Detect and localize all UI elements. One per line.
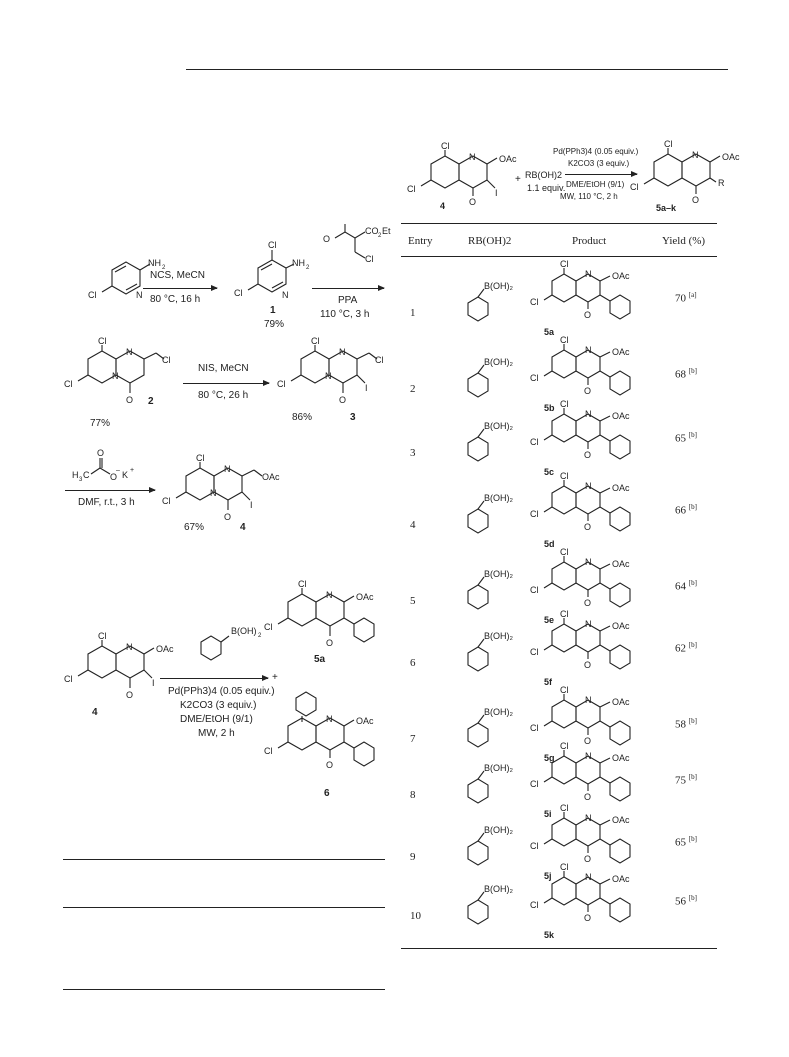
table-top-rule	[401, 223, 717, 224]
entry-number: 10	[410, 910, 421, 922]
entry-number: 3	[410, 447, 416, 459]
svg-text:Cl: Cl	[530, 647, 539, 657]
svg-text:N: N	[585, 813, 592, 823]
compound-4-structure	[160, 453, 290, 532]
svg-text:I: I	[250, 500, 253, 510]
svg-text:I: I	[495, 188, 498, 198]
yield-value	[675, 641, 697, 655]
svg-text:N: N	[126, 642, 133, 652]
yield-footnote: [a]	[688, 291, 697, 299]
product-5a-label: 5a	[314, 654, 326, 665]
table-cond4: MW, 110 °C, 2 h	[560, 192, 618, 201]
svg-text:I: I	[365, 383, 368, 393]
svg-text:B(OH): B(OH)	[231, 626, 257, 636]
svg-text:Cl: Cl	[264, 622, 273, 632]
svg-text:O: O	[339, 395, 347, 405]
svg-text:Cl: Cl	[560, 259, 569, 269]
svg-text:Cl: Cl	[530, 437, 539, 447]
product-structure	[528, 862, 658, 936]
svg-text:B(OH)₂: B(OH)₂	[484, 569, 513, 579]
table-cond2: K2CO3 (3 equiv.)	[568, 159, 630, 168]
compound-3-structure	[275, 336, 385, 415]
boronic-acid-structure	[462, 281, 522, 327]
svg-text:Cl: Cl	[98, 336, 107, 346]
svg-text:OAc: OAc	[612, 874, 630, 884]
svg-text:Cl: Cl	[162, 496, 171, 506]
svg-text:Cl: Cl	[441, 141, 450, 151]
svg-text:2: 2	[258, 633, 262, 639]
product-code: 5e	[544, 615, 555, 625]
compound-3-label: 3	[350, 412, 356, 423]
svg-text:B(OH)₂: B(OH)₂	[484, 493, 513, 503]
svg-text:O: O	[97, 448, 105, 458]
yield-value	[675, 579, 697, 593]
svg-text:OAc: OAc	[356, 716, 374, 726]
yield-number: 66	[675, 504, 686, 517]
table-bottom-rule	[401, 948, 717, 949]
svg-text:B(OH)₂: B(OH)₂	[484, 825, 513, 835]
yield-number: 70	[675, 292, 686, 305]
svg-text:OAc: OAc	[156, 644, 174, 654]
product-6-structure	[262, 696, 382, 782]
svg-text:N: N	[585, 481, 592, 491]
svg-text:Cl: Cl	[560, 803, 569, 813]
scheme2-reagent4: MW, 2 h	[198, 728, 235, 739]
svg-text:OAc: OAc	[612, 815, 630, 825]
svg-text:N: N	[339, 347, 346, 357]
svg-text:OAc: OAc	[612, 753, 630, 763]
entry-number: 7	[410, 733, 416, 745]
step2-arrow	[312, 288, 384, 289]
svg-text:–: –	[116, 467, 120, 474]
step3-reagent: NIS, MeCN	[198, 363, 249, 374]
svg-text:Cl: Cl	[560, 609, 569, 619]
yield-footnote: [b]	[688, 835, 697, 843]
product-code: 5c	[544, 467, 555, 477]
yield-number: 65	[675, 432, 686, 445]
compound-1-structure	[228, 240, 310, 308]
svg-text:N: N	[585, 345, 592, 355]
compound-4-label: 4	[240, 522, 246, 533]
product-code: 5j	[544, 871, 552, 881]
yield-number: 68	[675, 368, 686, 381]
chloroacetoacetate-structure	[315, 218, 395, 278]
svg-text:Cl: Cl	[196, 453, 205, 463]
yield-number: 62	[675, 642, 686, 655]
product-code: 5g	[544, 753, 555, 763]
svg-text:Cl: Cl	[560, 399, 569, 409]
compound-1-label: 1	[270, 305, 276, 316]
yield-footnote: [b]	[688, 894, 697, 902]
product-structure	[528, 547, 658, 621]
product-structure	[528, 609, 658, 683]
svg-text:B(OH)₂: B(OH)₂	[484, 884, 513, 894]
step4-conditions: DMF, r.t., 3 h	[78, 497, 135, 508]
svg-text:Cl: Cl	[530, 509, 539, 519]
svg-text:2: 2	[306, 265, 310, 271]
compound-2-yield: 77%	[90, 418, 111, 429]
boronic-acid-structure	[462, 357, 522, 403]
svg-text:Cl: Cl	[530, 779, 539, 789]
svg-text:B(OH)₂: B(OH)₂	[484, 631, 513, 641]
svg-text:O: O	[326, 760, 334, 770]
scheme2-reagent2: K2CO3 (3 equiv.)	[180, 700, 257, 711]
svg-text:N: N	[469, 152, 476, 162]
table-cond1: Pd(PPh3)4 (0.05 equiv.)	[553, 147, 639, 156]
table-product-structure	[628, 139, 740, 208]
svg-text:Cl: Cl	[530, 900, 539, 910]
boronic-acid-structure	[462, 493, 522, 539]
svg-text:O: O	[110, 472, 118, 482]
svg-text:Cl: Cl	[530, 585, 539, 595]
svg-text:O: O	[692, 195, 700, 205]
svg-text:B(OH)₂: B(OH)₂	[484, 357, 513, 367]
svg-text:N: N	[585, 269, 592, 279]
svg-text:B(OH)₂: B(OH)₂	[484, 707, 513, 717]
svg-text:O: O	[584, 913, 592, 923]
header-entry: Entry	[408, 235, 433, 247]
svg-text:+: +	[130, 467, 135, 474]
svg-text:Cl: Cl	[375, 355, 384, 365]
yield-footnote: [b]	[688, 717, 697, 725]
svg-text:O: O	[584, 792, 592, 802]
svg-text:OAc: OAc	[612, 621, 630, 631]
svg-text:N: N	[585, 619, 592, 629]
svg-text:N: N	[585, 557, 592, 567]
svg-text:Cl: Cl	[560, 471, 569, 481]
svg-text:Cl: Cl	[560, 685, 569, 695]
yield-value	[675, 894, 697, 908]
svg-text:Cl: Cl	[664, 139, 673, 149]
svg-text:O: O	[224, 512, 232, 522]
step1-arrow	[143, 288, 217, 289]
svg-text:Cl: Cl	[311, 336, 320, 346]
svg-text:OAc: OAc	[612, 411, 630, 421]
step1-conditions: 80 °C, 16 h	[150, 294, 201, 305]
svg-text:B(OH)₂: B(OH)₂	[484, 421, 513, 431]
svg-text:N: N	[326, 714, 333, 724]
boronic-acid-structure	[462, 569, 522, 615]
table-boronic: RB(OH)2	[525, 170, 563, 180]
svg-text:N: N	[585, 872, 592, 882]
product-code: 5i	[544, 809, 552, 819]
yield-value	[675, 503, 697, 517]
svg-text:2: 2	[378, 233, 382, 239]
yield-number: 64	[675, 580, 686, 593]
svg-text:N: N	[326, 590, 333, 600]
scheme2-start-label: 4	[92, 707, 98, 718]
svg-text:N: N	[126, 347, 133, 357]
svg-text:Cl: Cl	[268, 240, 277, 250]
svg-text:Cl: Cl	[64, 379, 73, 389]
scheme2-start-structure	[62, 631, 174, 710]
yield-number: 56	[675, 895, 686, 908]
compound-3-yield: 86%	[292, 412, 313, 423]
svg-text:OAc: OAc	[612, 347, 630, 357]
product-structure	[528, 803, 658, 877]
svg-text:OAc: OAc	[262, 472, 280, 482]
product-code: 5f	[544, 677, 553, 687]
table-equiv: 1.1 equiv.	[527, 183, 566, 193]
svg-text:NH: NH	[292, 258, 305, 268]
compound-2-label: 2	[148, 396, 154, 407]
entry-number: 5	[410, 595, 416, 607]
svg-text:N: N	[210, 488, 217, 498]
svg-text:2: 2	[162, 265, 166, 271]
svg-text:Cl: Cl	[530, 297, 539, 307]
svg-text:B(OH)₂: B(OH)₂	[484, 763, 513, 773]
svg-text:Cl: Cl	[162, 355, 171, 365]
svg-text:Cl: Cl	[407, 184, 416, 194]
svg-text:Cl: Cl	[234, 288, 243, 298]
left-rule-3	[63, 989, 385, 990]
svg-text:O: O	[126, 395, 134, 405]
scheme2-arrow	[160, 678, 268, 679]
boronic-acid-structure	[462, 763, 522, 809]
svg-text:O: O	[323, 234, 331, 244]
scheme2-reagent1: Pd(PPh3)4 (0.05 equiv.)	[168, 686, 275, 697]
yield-footnote: [b]	[688, 641, 697, 649]
svg-text:N: N	[585, 695, 592, 705]
svg-text:Cl: Cl	[560, 741, 569, 751]
header-boronic: RB(OH)2	[468, 235, 512, 247]
product-code: 5a	[544, 327, 555, 337]
yield-footnote: [b]	[688, 431, 697, 439]
svg-text:K: K	[122, 470, 129, 480]
svg-text:Cl: Cl	[298, 579, 307, 589]
svg-text:N: N	[282, 290, 289, 300]
svg-text:CO: CO	[365, 226, 379, 236]
boronic-acid-structure	[462, 421, 522, 467]
header-product: Product	[572, 235, 607, 247]
yield-number: 75	[675, 774, 686, 787]
svg-text:Et: Et	[382, 226, 391, 236]
svg-text:Cl: Cl	[264, 746, 273, 756]
svg-text:3: 3	[79, 477, 83, 483]
table-header-rule	[401, 256, 717, 257]
svg-text:OAc: OAc	[612, 483, 630, 493]
svg-text:O: O	[584, 660, 592, 670]
svg-text:OAc: OAc	[722, 152, 740, 162]
svg-text:N: N	[585, 751, 592, 761]
header-rule	[186, 69, 728, 70]
svg-text:B(OH)₂: B(OH)₂	[484, 281, 513, 291]
yield-value	[675, 717, 697, 731]
svg-text:Cl: Cl	[277, 379, 286, 389]
svg-text:Cl: Cl	[98, 631, 107, 641]
product-structure	[528, 259, 658, 333]
svg-text:H: H	[72, 470, 79, 480]
table-cond3: DME/EtOH (9/1)	[566, 180, 625, 189]
entry-number: 1	[410, 307, 416, 319]
svg-text:O: O	[326, 638, 334, 648]
entry-number: 4	[410, 519, 416, 531]
compound-2-structure	[62, 336, 172, 415]
svg-text:O: O	[584, 310, 592, 320]
svg-text:O: O	[584, 598, 592, 608]
yield-footnote: [b]	[688, 579, 697, 587]
yield-number: 58	[675, 718, 686, 731]
step3-arrow	[183, 383, 269, 384]
table-start-label: 4	[440, 201, 446, 211]
table-plus: +	[515, 174, 521, 185]
svg-text:Cl: Cl	[64, 674, 73, 684]
product-code: 5d	[544, 539, 555, 549]
yield-value	[675, 773, 697, 787]
svg-text:NH: NH	[148, 258, 161, 268]
svg-text:Cl: Cl	[88, 290, 97, 300]
product-6-label: 6	[324, 788, 330, 799]
yield-value	[675, 431, 697, 445]
scheme2-reagent3: DME/EtOH (9/1)	[180, 714, 253, 725]
left-rule-2	[63, 907, 385, 908]
step1-reagent: NCS, MeCN	[150, 270, 206, 281]
svg-text:Cl: Cl	[530, 723, 539, 733]
svg-text:OAc: OAc	[612, 697, 630, 707]
svg-text:OAc: OAc	[612, 559, 630, 569]
step2-reagent: PPA	[338, 295, 358, 306]
svg-text:N: N	[692, 150, 699, 160]
boronic-acid-structure	[462, 884, 522, 930]
svg-text:Cl: Cl	[560, 547, 569, 557]
header-yield: Yield (%)	[662, 235, 706, 247]
yield-value	[675, 367, 697, 381]
table-product-label: 5a–k	[656, 203, 677, 213]
svg-text:O: O	[584, 386, 592, 396]
product-code: 5k	[544, 930, 555, 940]
entry-number: 9	[410, 851, 416, 863]
svg-text:N: N	[585, 409, 592, 419]
svg-text:Cl: Cl	[530, 841, 539, 851]
product-structure	[528, 335, 658, 409]
svg-text:Cl: Cl	[530, 373, 539, 383]
svg-text:O: O	[584, 736, 592, 746]
svg-text:Cl: Cl	[365, 254, 374, 264]
yield-number: 65	[675, 836, 686, 849]
yield-footnote: [b]	[688, 367, 697, 375]
yield-value	[675, 835, 697, 849]
product-structure	[528, 741, 658, 815]
svg-text:O: O	[584, 854, 592, 864]
svg-text:Cl: Cl	[560, 862, 569, 872]
product-5a-structure	[262, 579, 382, 658]
product-code: 5b	[544, 403, 555, 413]
boronic-acid-structure	[462, 825, 522, 871]
yield-value	[675, 291, 697, 305]
yield-footnote: [b]	[688, 503, 697, 511]
step4-arrow	[65, 490, 155, 491]
svg-text:I: I	[152, 678, 155, 688]
boronic-acid-structure	[462, 707, 522, 753]
step3-conditions: 80 °C, 26 h	[198, 390, 249, 401]
svg-text:N: N	[136, 290, 143, 300]
svg-text:N: N	[112, 371, 119, 381]
svg-text:N: N	[325, 371, 332, 381]
compound-4-yield: 67%	[184, 522, 205, 533]
table-start-structure	[405, 141, 517, 210]
yield-footnote: [b]	[688, 773, 697, 781]
svg-text:O: O	[126, 690, 134, 700]
scheme2-plus: +	[272, 672, 278, 683]
compound-1-yield: 79%	[264, 319, 285, 330]
svg-text:OAc: OAc	[499, 154, 517, 164]
svg-text:Cl: Cl	[630, 182, 639, 192]
boronic-acid-structure	[462, 631, 522, 677]
potassium-acetate-structure	[70, 448, 150, 488]
left-rule-1	[63, 859, 385, 860]
svg-text:O: O	[584, 450, 592, 460]
svg-text:OAc: OAc	[356, 592, 374, 602]
entry-number: 2	[410, 383, 416, 395]
svg-text:C: C	[83, 470, 90, 480]
svg-text:OAc: OAc	[612, 271, 630, 281]
step2-conditions: 110 °C, 3 h	[320, 309, 370, 320]
product-structure	[528, 399, 658, 473]
table-arrow	[565, 174, 637, 175]
svg-text:R: R	[718, 178, 725, 188]
svg-text:N: N	[224, 464, 231, 474]
phenylboronic-acid-structure	[195, 620, 265, 670]
entry-number: 6	[410, 657, 416, 669]
entry-number: 8	[410, 789, 416, 801]
svg-text:O: O	[584, 522, 592, 532]
svg-text:O: O	[469, 197, 477, 207]
svg-text:Cl: Cl	[560, 335, 569, 345]
